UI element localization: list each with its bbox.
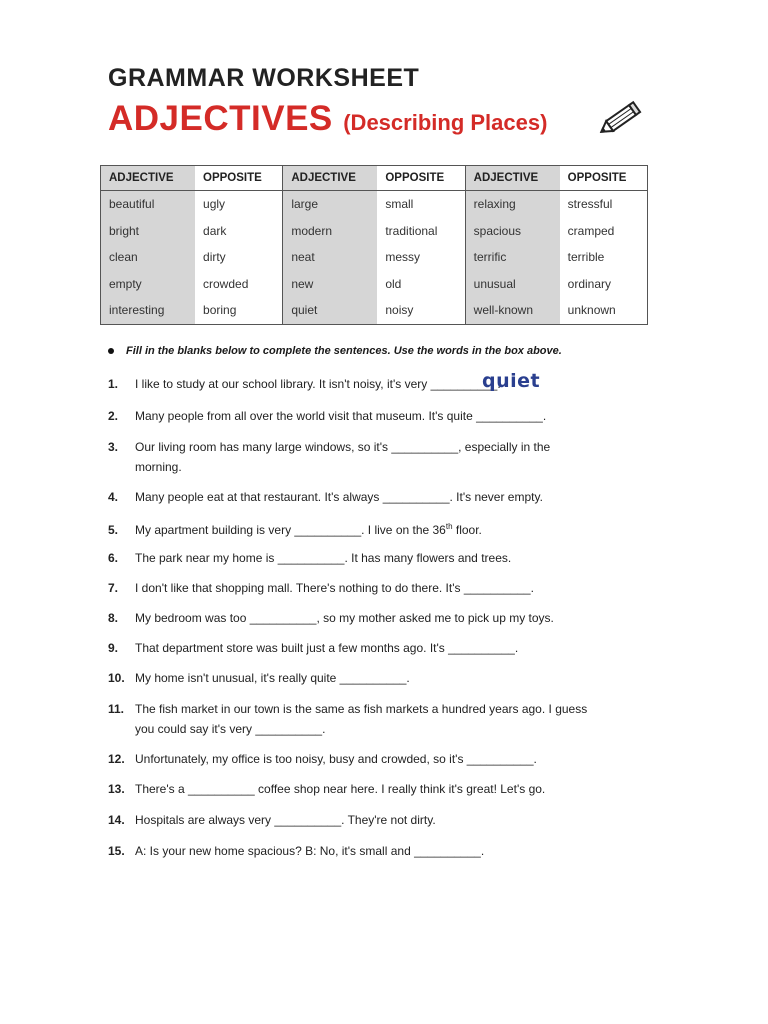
question-number: 2. [108, 409, 119, 423]
question-number: 5. [108, 523, 119, 537]
question-text: There's a __________ coffee shop near here. I really think it's great! Let's go. [135, 782, 546, 796]
table-cell: dirty [195, 244, 283, 271]
question-text: A: Is your new home spacious? B: No, it's small and __________. [135, 844, 485, 858]
question-text: Hospitals are always very __________. They're not dirty. [135, 813, 436, 827]
table-cell: stressful [567, 197, 613, 212]
table-cell: bright [101, 218, 196, 245]
question-8 [108, 608, 554, 628]
table-cell: ugly [195, 191, 283, 218]
question-number: 6. [108, 551, 119, 565]
table-cell: clean [101, 244, 196, 271]
table-cell: well-known [465, 297, 560, 324]
table-cell: crowded [195, 271, 283, 298]
instructions [108, 345, 562, 357]
instruction-text: Fill in the blanks below to complete the sentences. Use the words in the box above. [126, 345, 562, 357]
question-4 [108, 487, 543, 507]
table-cell: empty [101, 271, 196, 298]
question-text: Many people eat at that restaurant. It's always __________. It's never empty. [135, 490, 543, 504]
question-15 [108, 841, 484, 861]
question-text: Unfortunately, my office is too noisy, busy and crowded, so it's __________. [135, 752, 537, 766]
question-text: My bedroom was too __________, so my mother asked me to pick up my toys. [135, 611, 554, 625]
table-cell: noisy [377, 297, 465, 324]
question-text: My home isn't unusual, it's really quite __________. [135, 671, 410, 685]
question-2 [108, 406, 546, 426]
worksheet-subtitle [108, 99, 547, 139]
question-9 [108, 638, 518, 658]
question-number: 3. [108, 440, 119, 454]
table-cell: old [377, 271, 465, 298]
bullet-icon [108, 348, 114, 354]
table-row [101, 218, 648, 245]
table-row [101, 191, 648, 218]
table-cell: relaxing [465, 191, 560, 218]
table-cell: large [283, 191, 378, 218]
handwritten-answer: quiet [482, 370, 541, 392]
table-cell: interesting [101, 297, 196, 324]
table-cell: terrific [465, 244, 560, 271]
question-number: 13. [108, 782, 125, 796]
question-number: 12. [108, 752, 125, 766]
table-cell: messy [377, 244, 465, 271]
table-cell: cramped [567, 223, 615, 238]
question-text: The fish market in our town is the same as fish markets a hundred years ago. I guess [135, 702, 588, 716]
question-number: 1. [108, 377, 119, 391]
question-14 [108, 810, 436, 830]
question-text: That department store was built just a few months ago. It's __________. [135, 641, 519, 655]
question-number: 15. [108, 844, 125, 858]
column-header: ADJECTIVE [465, 166, 560, 191]
table-row [101, 244, 648, 271]
question-text: Our living room has many large windows, so it's __________, especially in the [135, 440, 551, 454]
question-1 [108, 374, 501, 394]
question-number: 8. [108, 611, 119, 625]
question-text-continued: you could say it's very __________. [135, 722, 326, 736]
question-13 [108, 779, 545, 799]
pencil-icon [596, 100, 644, 140]
question-12 [108, 749, 537, 769]
question-number: 10. [108, 671, 125, 685]
table-cell: traditional [377, 218, 465, 245]
question-text: I like to study at our school library. It isn't noisy, it's very __________. [135, 377, 501, 391]
question-number: 9. [108, 641, 119, 655]
table-cell: new [283, 271, 378, 298]
column-header: ADJECTIVE [283, 166, 378, 191]
table-cell: terrible [567, 250, 605, 265]
table-row [101, 271, 648, 298]
subtitle-paren: (Describing Places) [343, 110, 548, 135]
question-text: My apartment building is very __________. I live on the 36 [135, 523, 446, 537]
table-row [101, 297, 648, 324]
question-text: I don't like that shopping mall. There's nothing to do there. It's __________. [135, 581, 534, 595]
table-cell: unknown [567, 303, 616, 318]
table-cell: neat [283, 244, 378, 271]
adjective-table [100, 165, 648, 325]
table-cell: ordinary [567, 276, 612, 291]
column-header: OPPOSITE [560, 166, 648, 191]
question-text-continued: morning. [135, 460, 182, 474]
question-6 [108, 548, 511, 568]
table-cell: unusual [465, 271, 560, 298]
question-text: Many people from all over the world visit that museum. It's quite __________. [135, 409, 547, 423]
question-11 [108, 699, 587, 739]
table-cell: beautiful [101, 191, 196, 218]
subtitle-main: ADJECTIVES [108, 99, 333, 138]
table-cell: boring [195, 297, 283, 324]
question-text-after: floor. [452, 523, 482, 537]
question-number: 7. [108, 581, 119, 595]
column-header: ADJECTIVE [101, 166, 196, 191]
ordinal-suffix: th [445, 522, 453, 531]
worksheet-title: GRAMMAR WORKSHEET [108, 64, 420, 92]
question-5 [108, 517, 482, 540]
question-number: 14. [108, 813, 125, 827]
table-cell: quiet [283, 297, 378, 324]
table-header-row [101, 166, 648, 191]
question-7 [108, 578, 534, 598]
table-cell: dark [195, 218, 283, 245]
column-header: OPPOSITE [195, 166, 283, 191]
question-number: 11. [108, 702, 125, 716]
column-header: OPPOSITE [377, 166, 465, 191]
table-cell: small [377, 191, 465, 218]
question-3 [108, 437, 550, 477]
table-cell: modern [283, 218, 378, 245]
question-text: The park near my home is __________. It has many flowers and trees. [135, 551, 512, 565]
question-number: 4. [108, 490, 119, 504]
question-10 [108, 668, 410, 688]
table-cell: spacious [465, 218, 560, 245]
